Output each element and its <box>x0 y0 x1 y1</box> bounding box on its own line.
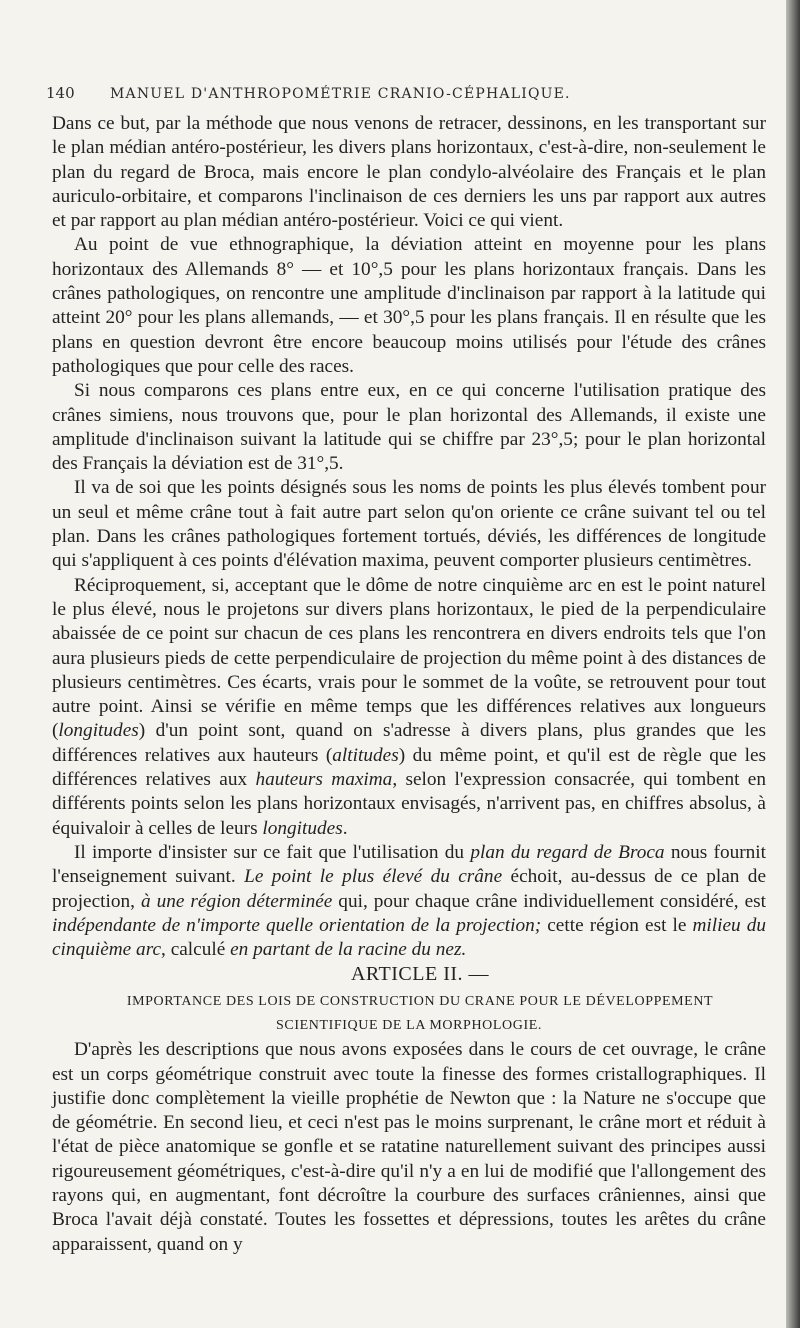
paragraph-4: Il va de soi que les points désignés sous les noms de points les plus élevés tombent pour un seul et même crâne tout à fait autre part selon qu'on oriente ce crâne suivant tel ou tel plan. Dans les crânes pathologiques fortement tortués, déviés, les différences de longitude qui s'appliquent à ces points d'élévation maxima, peuvent comporter plusieurs centimètres. <box>52 477 766 572</box>
running-head <box>46 84 756 106</box>
p5-text-e: . <box>342 817 348 839</box>
page-number: 140 <box>46 84 75 102</box>
p5-text-a: Réciproquement, si, acceptant que le dôme de notre cinquième arc en est le point naturel le plus élevé, nous le projetons sur divers plans horizontaux, le pied de la perpendiculaire abaissée de ce point sur chacun de ces plans les rencontrera en divers endroits tels que l'on aura plusieurs pieds de cette perpendiculaire de projection du même point à des distances de plusieurs centimètres. Ces écarts, vrais pour le sommet de la voûte, se retrouvent pour tout autre point. Ainsi se vérifie en même temps que les différences relatives aux longueurs ( <box>52 574 766 742</box>
p5-text-c: ) du même point, et qu'il est de règle que les différences relatives aux <box>52 744 766 791</box>
p6-italic-independante: indépendante de n'importe quelle orientation de la projection; <box>52 914 542 936</box>
paragraph-2: Au point de vue ethnographique, la déviation atteint en moyenne pour les plans horizontaux des Allemands 8° — et 10°,5 pour les plans horizontaux français. Dans les crânes pathologiques, on rencontre une amplitude d'inclinaison par rapport à la latitude qui atteint 20° pour les plans allemands, — et 30°,5 pour les plans français. Il en résulte que les plans en question devront être encore beaucoup moins utilisés pour l'étude des crânes pathologiques que pour celle des races. <box>52 234 766 377</box>
p6-italic-region: à une région déterminée <box>140 890 333 912</box>
article-title: IMPORTANCE DES LOIS DE CONSTRUCTION DU CRANE POUR LE DÉVELOPPEMENT SCIENTIFIQUE DE LA MORPHOLOGIE. <box>126 993 714 1033</box>
paragraph-3: Si nous comparons ces plans entre eux, en ce qui concerne l'utilisation pratique des crânes simiens, nous trouvons que, pour le plan horizontal des Allemands, il existe une amplitude d'inclinaison suivant la latitude qui se chiffre par 23°,5; pour le plan horizontal des Français la déviation est de 31°,5. <box>52 380 766 475</box>
p6-italic-plan-broca: plan du regard de Broca <box>470 841 665 863</box>
paragraph-7: D'après les descriptions que nous avons exposées dans le cours de cet ouvrage, le crâne est un corps géométrique construit avec toute la finesse des formes cristallographiques. Il justifie donc complètement la vieille prophétie de Newton que : la Nature ne s'occupe que de géométrie. En second lieu, et ceci n'est pas le moins surprenant, le crâne mort et réduit à l'état de pièce anatomique se gonfle et se ratatine naturellement suivant des principes aussi rigoureusement géométriques, c'est-à-dire qu'il n'y a en lui de modifié que l'allongement des rayons qui, en augmentant, font décroître la courbure des surfaces crâniennes, ainsi que Broca l'avait déjà constaté. Toutes les fossettes et dépressions, toutes les arêtes du crâne apparaissent, quand on y <box>52 1039 766 1255</box>
p6-text-e: cette région est le <box>541 914 693 936</box>
p6-text-f: , calculé <box>161 939 231 961</box>
p6-italic-racine: en partant de la racine du nez. <box>230 939 467 961</box>
p6-text-c: échoit, au-dessus de ce plan de projection, <box>52 866 767 912</box>
running-title: MANUEL D'ANTHROPOMÉTRIE CRANIO-CÉPHALIQUE. <box>110 86 571 102</box>
p5-text-b: ) d'un point sont, quand on s'adresse à divers plans, plus grandes que les différences relatives aux hauteurs ( <box>52 720 766 766</box>
p6-italic-point-eleve: Le point le plus élevé du crâne <box>244 866 503 888</box>
p5-italic-longitudes-2: longitudes <box>262 817 343 839</box>
paragraph-1: Dans ce but, par la méthode que nous venons de retracer, dessinons, en les transportant sur le plan médian antéro-postérieur, les divers plans horizontaux, c'est-à-dire, non-seulement le plan du regard de Broca, mais encore le plan condylo-alvéolaire des Français et le plan auriculo-orbitaire, et comparons l'inclinaison de ces derniers les uns par rapport aux autres et par rapport au plan médian antéro-postérieur. Voici ce qui vient. <box>52 113 766 232</box>
p5-text-d: , selon l'expression consacrée, qui tombent en différents points selon les plans horizontaux envisagés, n'arrivent pas, en chiffres absolus, à équivaloir à celles de leurs <box>52 769 766 839</box>
p6-text-d: qui, pour chaque crâne individuellement considéré, est <box>332 890 767 912</box>
p6-italic-milieu: milieu du cinquième arc <box>52 914 767 961</box>
article-heading <box>52 962 766 1038</box>
body-text <box>52 112 766 1257</box>
p5-italic-longitudes: longitudes <box>58 720 139 742</box>
paragraph-6 <box>52 841 766 962</box>
paragraph-5 <box>52 574 766 841</box>
article-label: ARTICLE II. — <box>350 963 490 986</box>
p5-italic-altitudes: altitudes <box>332 744 399 766</box>
p6-text-b: nous fournit l'enseignement suivant. <box>52 841 766 888</box>
page-edge-shadow <box>786 0 800 1328</box>
p6-text-a: Il importe d'insister sur ce fait que l'utilisation du <box>74 841 471 863</box>
p5-italic-hauteurs-maxima: hauteurs maxima <box>255 769 393 791</box>
